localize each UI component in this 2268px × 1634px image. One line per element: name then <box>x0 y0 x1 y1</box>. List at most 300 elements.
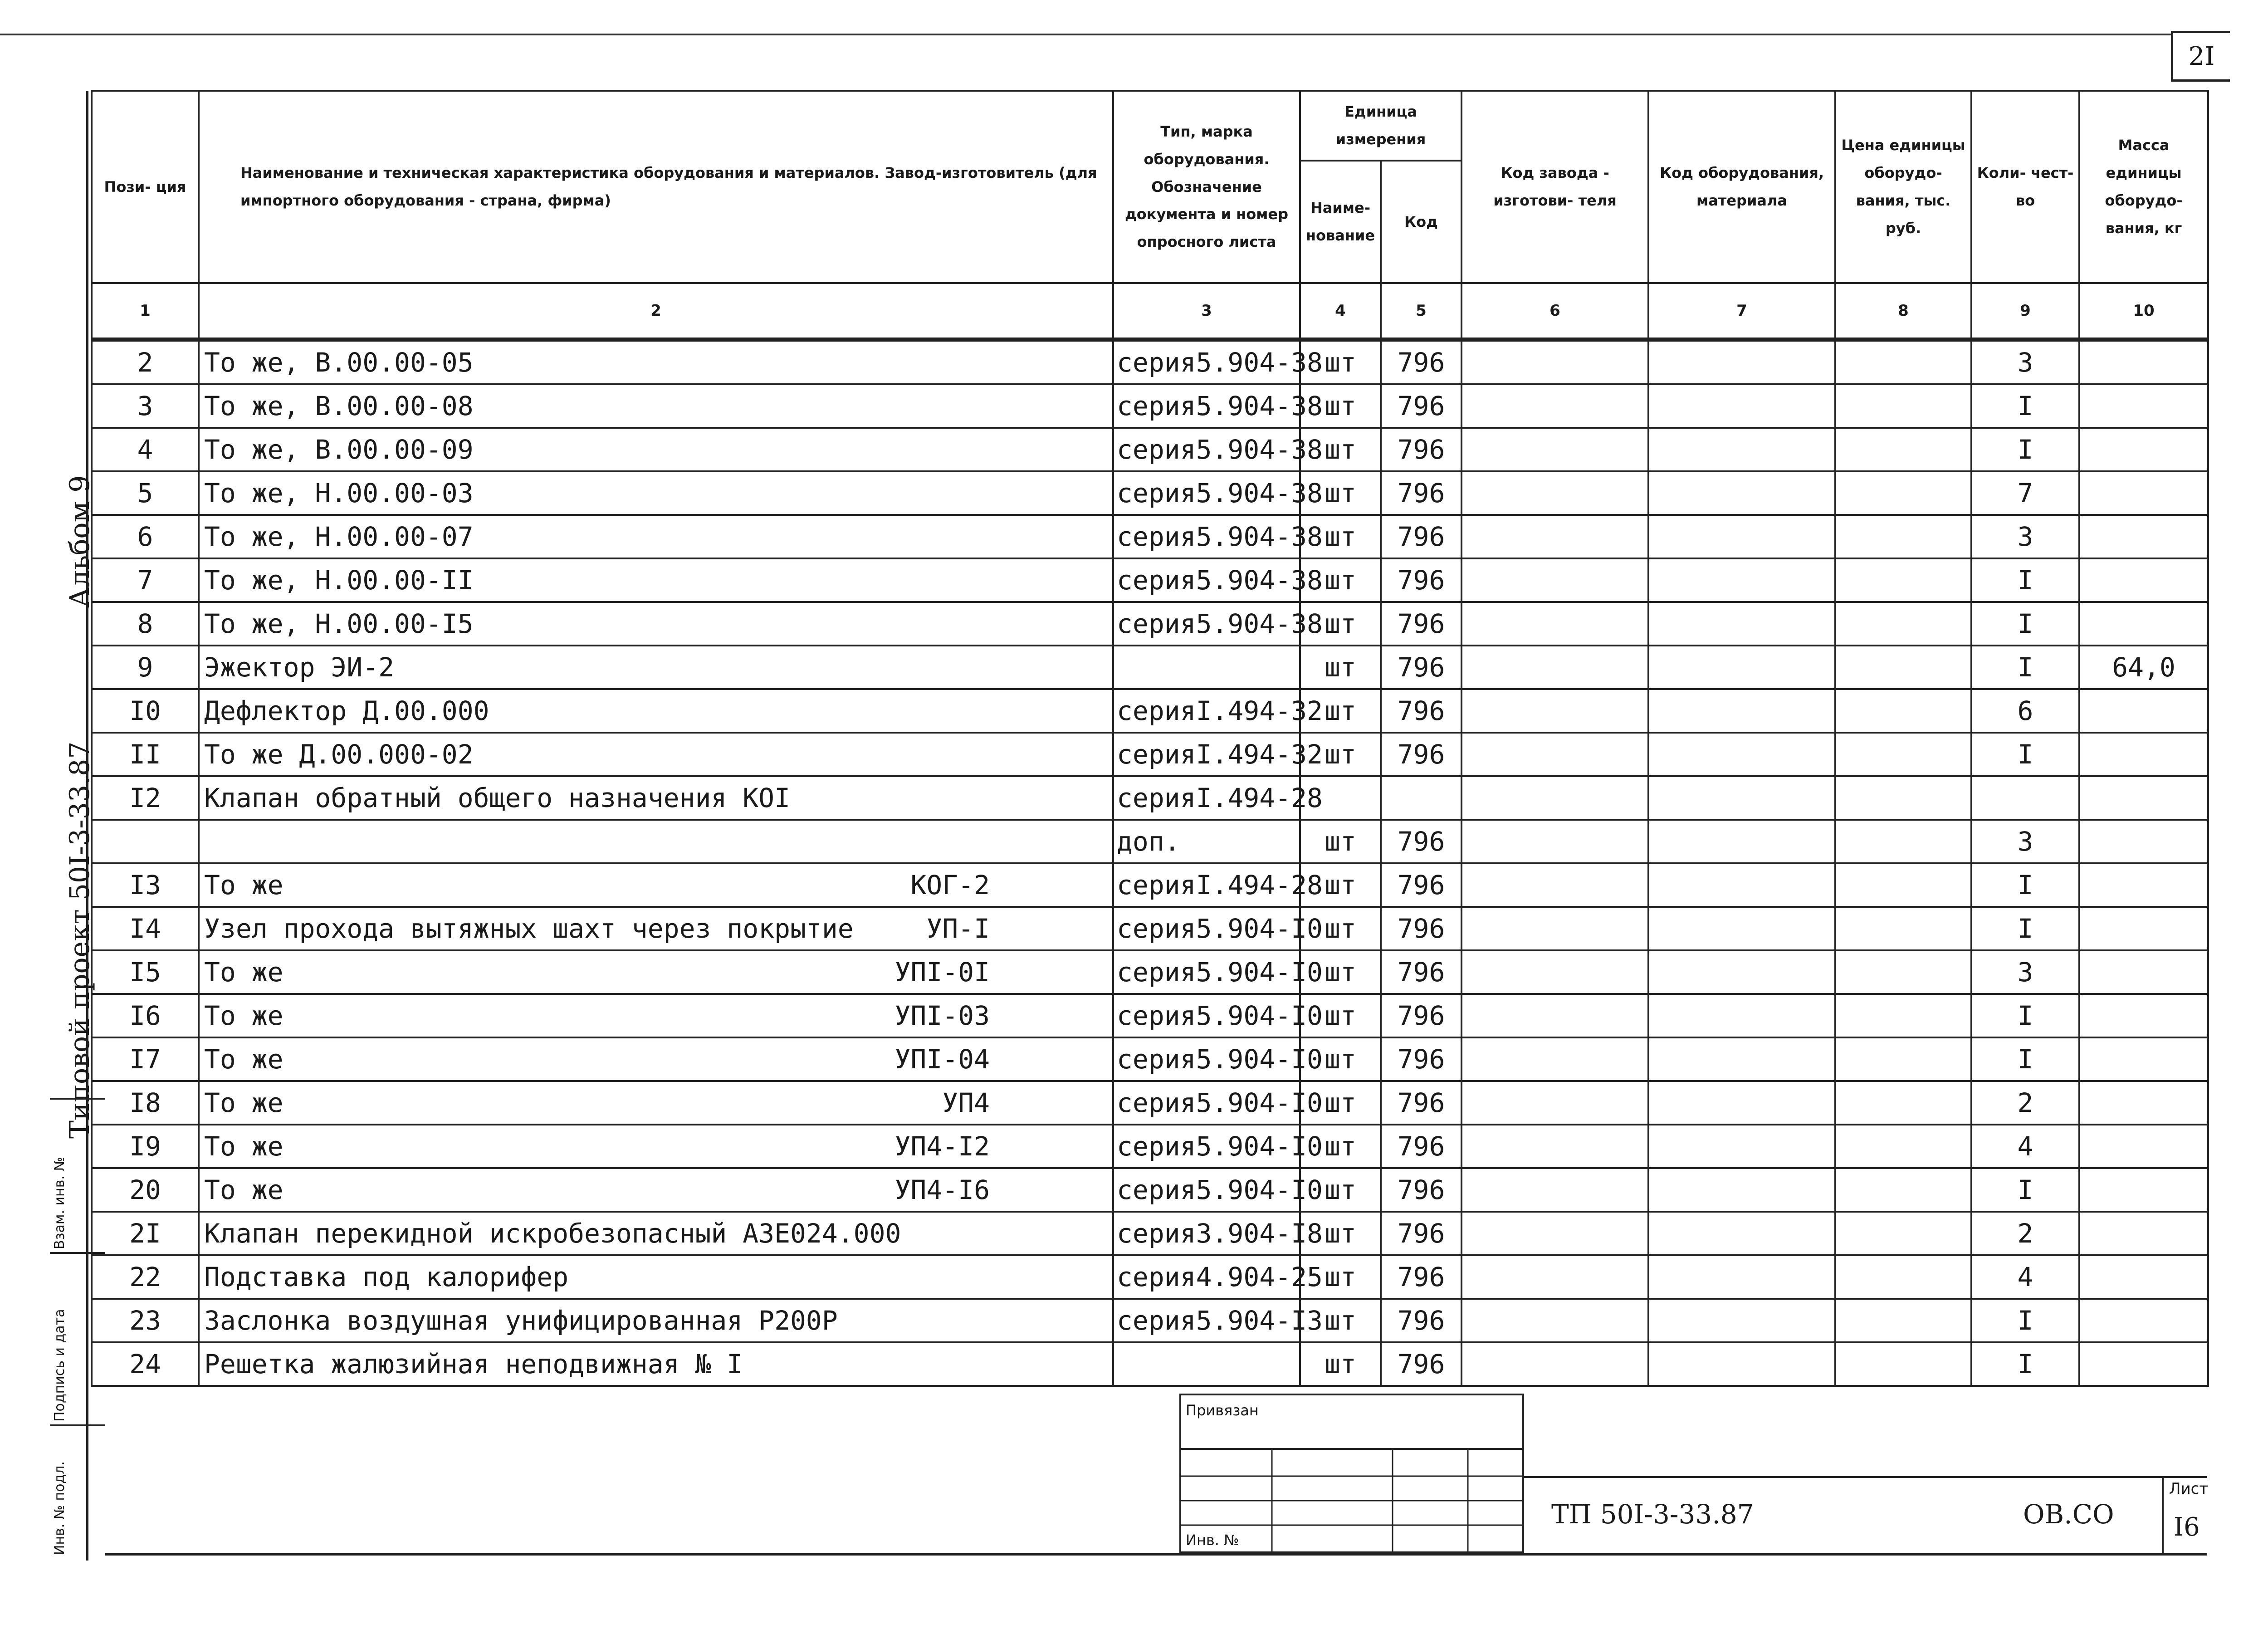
cell-document: серия5.904-38 <box>1113 558 1300 602</box>
cell-mass <box>2079 689 2208 733</box>
cell-equipment-code <box>1648 1255 1835 1299</box>
cell-mass <box>2079 1037 2208 1081</box>
cell-equipment-code <box>1648 689 1835 733</box>
cell-position: I5 <box>92 950 199 994</box>
item-name: То же, Н.00.00-03 <box>204 478 474 509</box>
cell-quantity: I <box>1971 907 2079 950</box>
top-border-line <box>0 34 2171 35</box>
sheet-label: Лист <box>2169 1480 2209 1498</box>
cell-unit-name: шт <box>1300 820 1381 863</box>
cell-quantity: 4 <box>1971 1255 2079 1299</box>
item-name: То же, В.00.00-08 <box>204 391 474 421</box>
cell-document <box>1113 1342 1300 1386</box>
item-code: УП-I <box>926 913 990 944</box>
cell-name <box>199 1342 1113 1386</box>
cell-price <box>1835 1299 1971 1342</box>
cell-unit-name: шт <box>1300 689 1381 733</box>
cell-mass <box>2079 994 2208 1037</box>
cell-price <box>1835 428 1971 471</box>
header-price: Цена единицы оборудо- вания, тыс. руб. <box>1835 91 1971 283</box>
cell-mass <box>2079 1168 2208 1212</box>
cell-document: серия3.904-I8 <box>1113 1212 1300 1255</box>
cell-mass <box>2079 1342 2208 1386</box>
cell-unit-name: шт <box>1300 471 1381 515</box>
cell-position: I3 <box>92 863 199 907</box>
cell-unit-name: шт <box>1300 602 1381 646</box>
cell-position: 2I <box>92 1212 199 1255</box>
stamp-label-signature: Подпись и дата <box>52 1309 68 1422</box>
cell-document: серия5.904-I0 <box>1113 1037 1300 1081</box>
cell-equipment-code <box>1648 1081 1835 1125</box>
cell-price <box>1835 994 1971 1037</box>
cell-document: серия5.904-38 <box>1113 602 1300 646</box>
header-unit-name: Наиме- нование <box>1300 161 1381 283</box>
cell-unit-code: 796 <box>1381 646 1461 689</box>
cell-unit-name: шт <box>1300 994 1381 1037</box>
column-number: 8 <box>1835 283 1971 340</box>
item-name: То же, В.00.00-05 <box>204 347 474 378</box>
item-code: УПI-03 <box>894 1000 990 1031</box>
cell-quantity: 4 <box>1971 1125 2079 1168</box>
cell-position: 8 <box>92 602 199 646</box>
cell-factory-code <box>1461 384 1648 428</box>
cell-factory-code <box>1461 340 1648 385</box>
cell-factory-code <box>1461 1212 1648 1255</box>
cell-unit-code: 796 <box>1381 1081 1461 1125</box>
cell-position: 23 <box>92 1299 199 1342</box>
cell-unit-code: 796 <box>1381 733 1461 776</box>
cell-position: 3 <box>92 384 199 428</box>
cell-equipment-code <box>1648 1342 1835 1386</box>
column-number: 7 <box>1648 283 1835 340</box>
cell-equipment-code <box>1648 1125 1835 1168</box>
cell-quantity: I <box>1971 428 2079 471</box>
header-position: Пози- ция <box>92 91 199 283</box>
item-name: То же <box>204 1000 284 1031</box>
cell-equipment-code <box>1648 515 1835 558</box>
document-code: ТП 50I-3-33.87 <box>1551 1499 1754 1530</box>
cell-quantity: I <box>1971 1342 2079 1386</box>
cell-unit-code: 796 <box>1381 340 1461 385</box>
cell-price <box>1835 515 1971 558</box>
item-name: То же <box>204 1087 284 1118</box>
table-row <box>92 471 2208 515</box>
cell-name <box>199 1081 1113 1125</box>
cell-equipment-code <box>1648 1037 1835 1081</box>
item-name: Клапан обратный общего назначения КОI <box>204 783 791 813</box>
cell-unit-name: шт <box>1300 1299 1381 1342</box>
cell-unit-name: шт <box>1300 733 1381 776</box>
item-name: То же, В.00.00-09 <box>204 434 474 465</box>
table-row <box>92 1255 2208 1299</box>
header-name: Наименование и техническая характеристика оборудования и материалов. Завод-изготовитель (для импортного оборудования - страна, фирма) <box>199 91 1113 283</box>
cell-unit-code: 796 <box>1381 515 1461 558</box>
cell-unit-name: шт <box>1300 340 1381 385</box>
item-name: То же, Н.00.00-I5 <box>204 608 474 639</box>
sheet-box <box>2162 1476 2207 1553</box>
cell-mass <box>2079 1212 2208 1255</box>
cell-mass <box>2079 1299 2208 1342</box>
table-row <box>92 1168 2208 1212</box>
cell-unit-code: 796 <box>1381 820 1461 863</box>
title-block <box>1179 1394 2207 1553</box>
cell-equipment-code <box>1648 863 1835 907</box>
cell-quantity: 2 <box>1971 1212 2079 1255</box>
cell-name <box>199 863 1113 907</box>
table-row <box>92 646 2208 689</box>
cell-price <box>1835 1342 1971 1386</box>
table-row <box>92 689 2208 733</box>
cell-unit-name: шт <box>1300 515 1381 558</box>
cell-quantity: 2 <box>1971 1081 2079 1125</box>
cell-unit-code: 796 <box>1381 1168 1461 1212</box>
cell-name <box>199 820 1113 863</box>
table-row <box>92 994 2208 1037</box>
cell-unit-code: 796 <box>1381 1125 1461 1168</box>
cell-mass <box>2079 1081 2208 1125</box>
cell-document: серия5.904-I0 <box>1113 1081 1300 1125</box>
cell-name <box>199 1299 1113 1342</box>
cell-name <box>199 1255 1113 1299</box>
cell-factory-code <box>1461 558 1648 602</box>
item-name: То же <box>204 957 284 988</box>
header-mass: Масса единицы оборудо- вания, кг <box>2079 91 2208 283</box>
cell-price <box>1835 1212 1971 1255</box>
cell-document: серия4.904-25 <box>1113 1255 1300 1299</box>
cell-unit-code: 796 <box>1381 1212 1461 1255</box>
cell-price <box>1835 776 1971 820</box>
cell-price <box>1835 1081 1971 1125</box>
cell-equipment-code <box>1648 776 1835 820</box>
cell-quantity: I <box>1971 1037 2079 1081</box>
cell-name <box>199 907 1113 950</box>
column-number-row <box>92 283 2208 340</box>
cell-quantity: 6 <box>1971 689 2079 733</box>
page-number: 2I <box>2171 31 2230 82</box>
cell-unit-code: 796 <box>1381 1255 1461 1299</box>
cell-unit-name: шт <box>1300 907 1381 950</box>
cell-position: 22 <box>92 1255 199 1299</box>
binding-grid-lines <box>1179 1394 1524 1553</box>
table-row <box>92 558 2208 602</box>
cell-mass <box>2079 428 2208 471</box>
inv-number-label: Инв. № <box>1186 1531 1239 1549</box>
cell-unit-code: 796 <box>1381 1342 1461 1386</box>
cell-factory-code <box>1461 1342 1648 1386</box>
cell-unit-name: шт <box>1300 1255 1381 1299</box>
cell-name <box>199 994 1113 1037</box>
cell-unit-code: 796 <box>1381 863 1461 907</box>
document-mark: ОВ.СО <box>2023 1499 2114 1530</box>
cell-position: I7 <box>92 1037 199 1081</box>
cell-mass <box>2079 471 2208 515</box>
item-code: УП4-I2 <box>894 1131 990 1162</box>
cell-name <box>199 384 1113 428</box>
table-row <box>92 602 2208 646</box>
cell-mass <box>2079 340 2208 385</box>
table-row <box>92 907 2208 950</box>
cell-price <box>1835 1255 1971 1299</box>
cell-quantity: I <box>1971 1299 2079 1342</box>
cell-equipment-code <box>1648 950 1835 994</box>
item-name: То же Д.00.000-02 <box>204 739 474 770</box>
cell-position <box>92 820 199 863</box>
cell-factory-code <box>1461 863 1648 907</box>
table-row <box>92 515 2208 558</box>
table-row <box>92 1081 2208 1125</box>
cell-equipment-code <box>1648 1168 1835 1212</box>
cell-unit-name: шт <box>1300 1342 1381 1386</box>
cell-price <box>1835 340 1971 385</box>
cell-document: серия5.904-I0 <box>1113 1168 1300 1212</box>
cell-unit-code: 796 <box>1381 384 1461 428</box>
column-number: 6 <box>1461 283 1648 340</box>
cell-equipment-code <box>1648 384 1835 428</box>
cell-price <box>1835 820 1971 863</box>
cell-factory-code <box>1461 1168 1648 1212</box>
table-row <box>92 1299 2208 1342</box>
cell-unit-code: 796 <box>1381 428 1461 471</box>
cell-name <box>199 602 1113 646</box>
cell-unit-name: шт <box>1300 950 1381 994</box>
cell-unit-code: 796 <box>1381 994 1461 1037</box>
cell-unit-code: 796 <box>1381 689 1461 733</box>
table-row <box>92 820 2208 863</box>
cell-unit-name: шт <box>1300 428 1381 471</box>
cell-quantity: 3 <box>1971 820 2079 863</box>
column-number: 9 <box>1971 283 2079 340</box>
cell-document: серия5.904-38 <box>1113 428 1300 471</box>
cell-unit-code: 796 <box>1381 907 1461 950</box>
cell-position: I0 <box>92 689 199 733</box>
cell-unit-name: шт <box>1300 1125 1381 1168</box>
cell-factory-code <box>1461 820 1648 863</box>
cell-position: I8 <box>92 1081 199 1125</box>
cell-name <box>199 340 1113 385</box>
cell-factory-code <box>1461 1125 1648 1168</box>
item-name: Узел прохода вытяжных шахт через покрытие <box>204 913 854 944</box>
cell-mass <box>2079 776 2208 820</box>
cell-factory-code <box>1461 689 1648 733</box>
item-name: Заслонка воздушная унифицированная Р200Р <box>204 1305 838 1336</box>
cell-unit-code: 796 <box>1381 602 1461 646</box>
cell-mass <box>2079 515 2208 558</box>
bottom-border-line <box>105 1553 2207 1556</box>
stamp-label-original: Инв. № подл. <box>52 1461 68 1555</box>
item-code: УПI-04 <box>894 1044 990 1075</box>
cell-quantity: 3 <box>1971 950 2079 994</box>
cell-unit-name: шт <box>1300 1212 1381 1255</box>
table-row <box>92 950 2208 994</box>
header-type: Тип, марка оборудования. Обозначение документа и номер опросного листа <box>1113 91 1300 283</box>
cell-mass: 64,0 <box>2079 646 2208 689</box>
cell-mass <box>2079 602 2208 646</box>
cell-position: I6 <box>92 994 199 1037</box>
cell-name <box>199 515 1113 558</box>
cell-position: 6 <box>92 515 199 558</box>
cell-price <box>1835 602 1971 646</box>
item-name: То же <box>204 1044 284 1075</box>
cell-unit-name: шт <box>1300 646 1381 689</box>
header-unit: Единица измерения <box>1300 91 1461 161</box>
cell-position: II <box>92 733 199 776</box>
cell-position: I4 <box>92 907 199 950</box>
cell-mass <box>2079 558 2208 602</box>
cell-document: доп. <box>1113 820 1300 863</box>
cell-document: серия5.904-38 <box>1113 471 1300 515</box>
cell-price <box>1835 558 1971 602</box>
item-code: УП4 <box>942 1087 990 1118</box>
table-row <box>92 428 2208 471</box>
cell-factory-code <box>1461 1255 1648 1299</box>
cell-factory-code <box>1461 428 1648 471</box>
cell-price <box>1835 907 1971 950</box>
cell-quantity: I <box>1971 994 2079 1037</box>
cell-equipment-code <box>1648 907 1835 950</box>
cell-factory-code <box>1461 471 1648 515</box>
cell-factory-code <box>1461 1081 1648 1125</box>
cell-factory-code <box>1461 515 1648 558</box>
cell-position: I2 <box>92 776 199 820</box>
cell-position: 9 <box>92 646 199 689</box>
cell-document: серия5.904-I0 <box>1113 994 1300 1037</box>
sheet-number: I6 <box>2174 1512 2200 1542</box>
cell-position: 7 <box>92 558 199 602</box>
item-name: Клапан перекидной искробезопасный АЗЕ024.000 <box>204 1218 901 1249</box>
cell-price <box>1835 1125 1971 1168</box>
item-name: То же <box>204 1131 284 1162</box>
cell-name <box>199 471 1113 515</box>
cell-quantity: I <box>1971 384 2079 428</box>
cell-price <box>1835 646 1971 689</box>
header-unit-code: Код <box>1381 161 1461 283</box>
cell-name <box>199 1168 1113 1212</box>
cell-equipment-code <box>1648 820 1835 863</box>
column-number: 2 <box>199 283 1113 340</box>
cell-position: 2 <box>92 340 199 385</box>
cell-unit-name: шт <box>1300 558 1381 602</box>
cell-quantity: I <box>1971 646 2079 689</box>
header-factory-code: Код завода - изготови- теля <box>1461 91 1648 283</box>
cell-quantity: I <box>1971 1168 2079 1212</box>
header-equipment-code: Код оборудования, материала <box>1648 91 1835 283</box>
cell-document <box>1113 646 1300 689</box>
cell-name <box>199 646 1113 689</box>
item-code: КОГ-2 <box>910 870 990 900</box>
cell-quantity: I <box>1971 863 2079 907</box>
cell-document: серияI.494-32 <box>1113 689 1300 733</box>
stamp-label-replaced: Взам. инв. № <box>52 1157 68 1249</box>
cell-mass <box>2079 863 2208 907</box>
item-name: То же, Н.00.00-07 <box>204 521 474 552</box>
cell-quantity: I <box>1971 558 2079 602</box>
cell-factory-code <box>1461 602 1648 646</box>
cell-equipment-code <box>1648 646 1835 689</box>
item-name: Эжектор ЭИ-2 <box>204 652 395 683</box>
table-row <box>92 863 2208 907</box>
cell-unit-code: 796 <box>1381 1299 1461 1342</box>
table-row <box>92 1212 2208 1255</box>
item-name: Подставка под калорифер <box>204 1262 569 1292</box>
cell-unit-code: 796 <box>1381 471 1461 515</box>
equipment-specification-table <box>91 90 2209 1387</box>
album-label: Альбом 9 <box>64 475 96 608</box>
cell-equipment-code <box>1648 340 1835 385</box>
cell-mass <box>2079 384 2208 428</box>
cell-quantity: 3 <box>1971 515 2079 558</box>
item-name: То же <box>204 870 284 900</box>
cell-price <box>1835 733 1971 776</box>
cell-position: 5 <box>92 471 199 515</box>
cell-document: серия5.904-I3 <box>1113 1299 1300 1342</box>
cell-document: серия5.904-38 <box>1113 515 1300 558</box>
cell-name <box>199 558 1113 602</box>
cell-mass <box>2079 1255 2208 1299</box>
cell-unit-name: шт <box>1300 1168 1381 1212</box>
column-number: 10 <box>2079 283 2208 340</box>
item-code: УПI-0I <box>894 957 990 988</box>
cell-position: 4 <box>92 428 199 471</box>
cell-name <box>199 428 1113 471</box>
cell-mass <box>2079 950 2208 994</box>
cell-unit-name: шт <box>1300 863 1381 907</box>
cell-price <box>1835 1168 1971 1212</box>
cell-factory-code <box>1461 1037 1648 1081</box>
cell-document: серияI.494-28 <box>1113 776 1300 820</box>
column-number: 5 <box>1381 283 1461 340</box>
cell-document: серия5.904-I0 <box>1113 907 1300 950</box>
cell-unit-code <box>1381 776 1461 820</box>
cell-equipment-code <box>1648 1212 1835 1255</box>
cell-document: серия5.904-38 <box>1113 340 1300 385</box>
cell-unit-code: 796 <box>1381 950 1461 994</box>
cell-name <box>199 776 1113 820</box>
table-row <box>92 1342 2208 1386</box>
cell-position: I9 <box>92 1125 199 1168</box>
cell-document: серияI.494-28 <box>1113 863 1300 907</box>
table-row <box>92 1037 2208 1081</box>
cell-price <box>1835 950 1971 994</box>
item-name: То же <box>204 1174 284 1205</box>
cell-equipment-code <box>1648 1299 1835 1342</box>
cell-unit-name: шт <box>1300 1037 1381 1081</box>
cell-equipment-code <box>1648 733 1835 776</box>
cell-quantity: I <box>1971 733 2079 776</box>
cell-price <box>1835 471 1971 515</box>
cell-position: 24 <box>92 1342 199 1386</box>
column-number: 1 <box>92 283 199 340</box>
cell-equipment-code <box>1648 428 1835 471</box>
cell-mass <box>2079 820 2208 863</box>
cell-document: серия5.904-I0 <box>1113 1125 1300 1168</box>
cell-document: серия5.904-38 <box>1113 384 1300 428</box>
stamp-original-inv <box>50 1424 105 1556</box>
cell-mass <box>2079 733 2208 776</box>
cell-name <box>199 689 1113 733</box>
cell-equipment-code <box>1648 602 1835 646</box>
item-name: Дефлектор Д.00.000 <box>204 695 489 726</box>
cell-document: серия5.904-I0 <box>1113 950 1300 994</box>
cell-name <box>199 1212 1113 1255</box>
table-row <box>92 1125 2208 1168</box>
cell-unit-code: 796 <box>1381 1037 1461 1081</box>
cell-position: 20 <box>92 1168 199 1212</box>
cell-name <box>199 950 1113 994</box>
cell-document: серияI.494-32 <box>1113 733 1300 776</box>
cell-unit-name: шт <box>1300 1081 1381 1125</box>
cell-factory-code <box>1461 994 1648 1037</box>
cell-factory-code <box>1461 1299 1648 1342</box>
